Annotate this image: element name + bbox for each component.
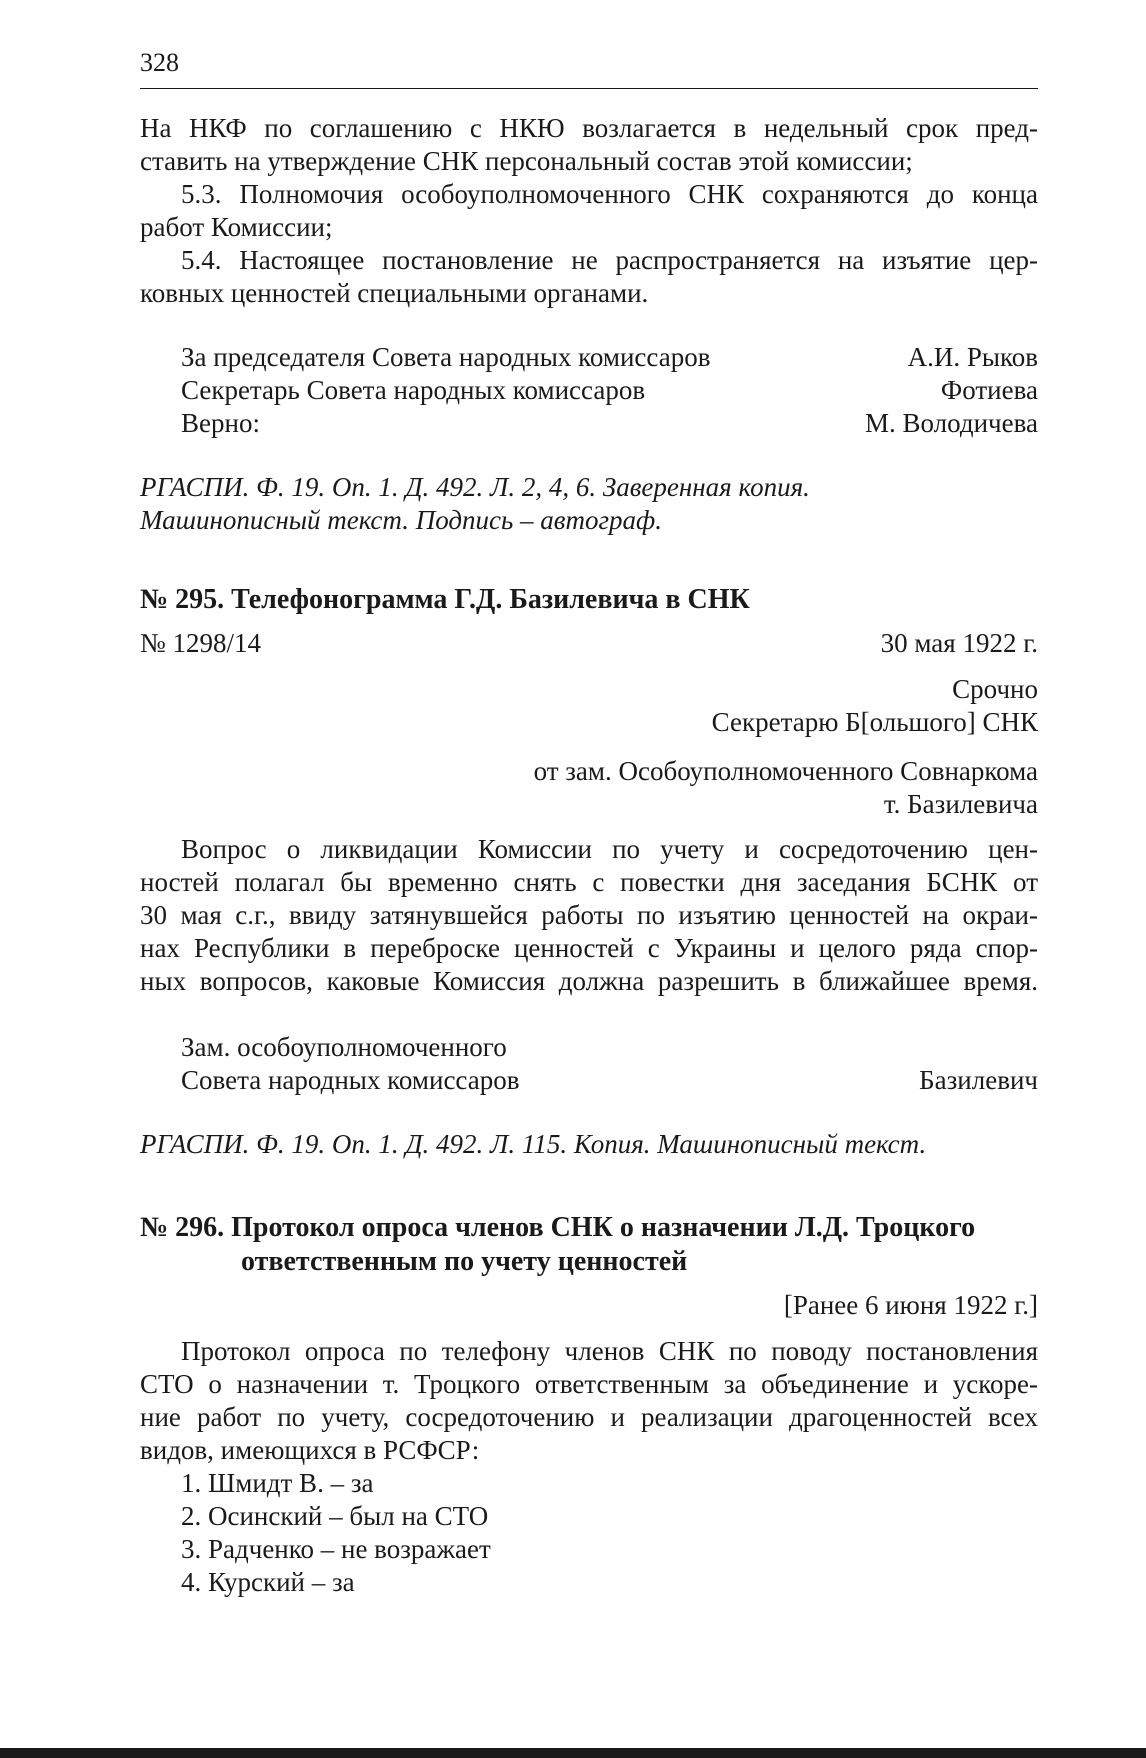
doc-296-heading: № 296. Протокол опроса членов СНК о назначении Л.Д. Троцкого	[140, 1212, 976, 1243]
header-rule	[140, 88, 1038, 89]
intro-line: На НКФ по соглашению с НКЮ возлагается в недельный срок пред-	[140, 113, 1038, 143]
doc-295-number: № 1298/14	[140, 628, 262, 658]
signature-name: М. Володичева	[865, 408, 1038, 438]
doc-295-body-line: Вопрос о ликвидации Комиссии по учету и сосредоточению цен-	[181, 834, 1038, 864]
doc-295-signature-role: Зам. особоуполномоченного	[181, 1032, 507, 1062]
page-number: 328	[140, 48, 179, 77]
archive-source: Машинописный текст. Подпись – автограф.	[140, 505, 662, 535]
doc-295-signature-role: Совета народных комиссаров	[181, 1065, 520, 1095]
archive-source: РГАСПИ. Ф. 19. Оп. 1. Д. 492. Л. 115. Копия. Машинописный текст.	[140, 1129, 927, 1159]
intro-line: работ Комиссии;	[140, 212, 333, 242]
intro-line: 5.4. Настоящее постановление не распространяется на изъятие цер-	[181, 245, 1038, 275]
signature-name: Фотиева	[940, 375, 1038, 405]
signature-role: Секретарь Совета народных комиссаров	[181, 375, 646, 405]
doc-295-urgency: Срочно	[952, 674, 1038, 704]
doc-295-body-line: ных вопросов, каковые Комиссия должна разрешить в ближайшее время.	[140, 966, 1038, 996]
vote-item: 4. Курский – за	[181, 1567, 355, 1597]
doc-295-heading: № 295. Телефонограмма Г.Д. Базилевича в СНК	[140, 584, 750, 615]
signature-role: Верно:	[181, 408, 260, 438]
signature-name: А.И. Рыков	[907, 342, 1038, 372]
signature-role: За председателя Совета народных комиссаров	[181, 342, 711, 372]
vote-item: 2. Осинский – был на СТО	[181, 1501, 489, 1531]
doc-295-body-line: ностей полагал бы временно снять с повестки дня заседания БСНК от	[140, 867, 1038, 897]
intro-line: ставить на утверждение СНК персональный состав этой комиссии;	[140, 146, 913, 176]
doc-295-date: 30 мая 1922 г.	[880, 628, 1038, 658]
doc-295-body-line: 30 мая с.г., ввиду затянувшейся работы по изъятию ценностей на окраи-	[140, 900, 1038, 930]
doc-296-date: [Ранее 6 июня 1922 г.]	[783, 1290, 1038, 1320]
doc-295-addressee: Секретарю Б[ольшого] СНК	[711, 707, 1038, 737]
doc-295-from-name: т. Базилевича	[883, 789, 1038, 819]
archive-source: РГАСПИ. Ф. 19. Оп. 1. Д. 492. Л. 2, 4, 6. Заверенная копия.	[140, 472, 810, 502]
intro-line: ковных ценностей специальными органами.	[140, 278, 649, 308]
doc-296-body-line: СТО о назначении т. Троцкого ответственным за объединение и ускоре-	[140, 1369, 1038, 1399]
doc-295-signature-name: Базилевич	[919, 1065, 1038, 1095]
vote-item: 1. Шмидт В. – за	[181, 1468, 374, 1498]
doc-295-body-line: нах Республики в переброске ценностей с Украины и целого ряда спор-	[140, 933, 1038, 963]
vote-item: 3. Радченко – не возражает	[181, 1534, 491, 1564]
doc-296-body-line: видов, имеющихся в РСФСР:	[140, 1435, 480, 1465]
doc-296-body-line: ние работ по учету, сосредоточению и реализации драгоценностей всех	[140, 1402, 1038, 1432]
intro-line: 5.3. Полномочия особоуполномоченного СНК сохраняются до конца	[181, 179, 1038, 209]
doc-296-body-line: Протокол опроса по телефону членов СНК по поводу постановления	[181, 1336, 1038, 1366]
doc-295-from: от зам. Особоуполномоченного Совнаркома	[533, 756, 1038, 786]
doc-296-heading: ответственным по учету ценностей	[241, 1246, 688, 1277]
scan-bottom-edge	[0, 1748, 1146, 1758]
